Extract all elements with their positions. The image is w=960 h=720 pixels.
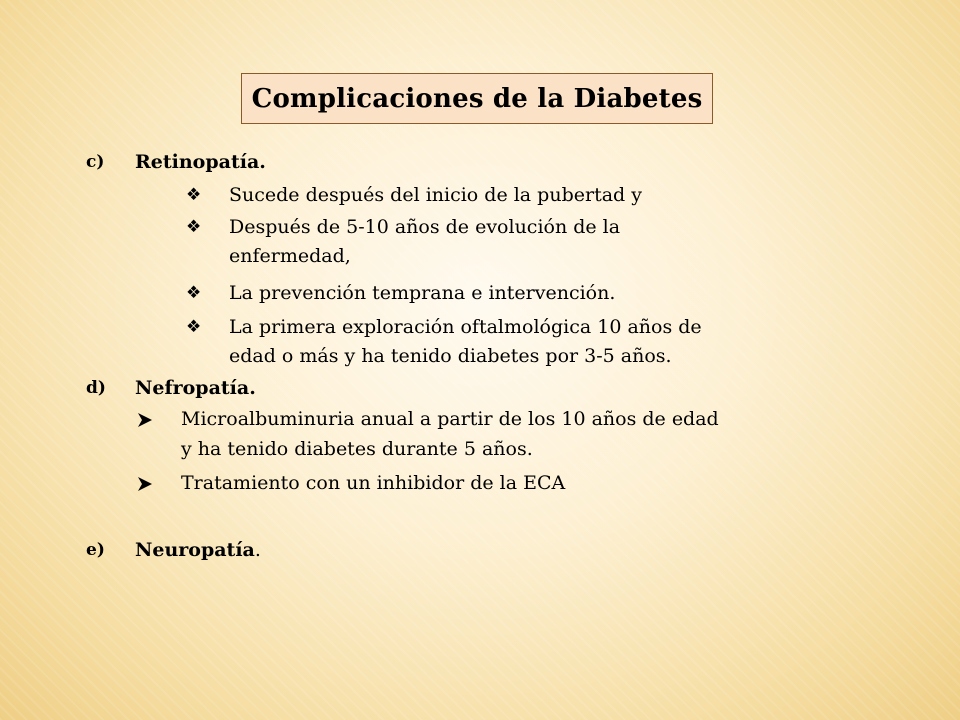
section-heading-neuropatia — [135, 538, 261, 562]
diamond-bullet-icon: ❖ — [186, 217, 202, 237]
section-heading-text: Nefropatía. — [135, 377, 256, 399]
section-label-e: e) — [86, 540, 105, 560]
list-item-continuation: y ha tenido diabetes durante 5 años. — [181, 438, 533, 460]
slide-title: Complicaciones de la Diabetes — [251, 83, 703, 114]
diamond-bullet-icon: ❖ — [186, 185, 202, 205]
section-heading-nefropatia — [135, 376, 256, 400]
diamond-bullet-icon: ❖ — [186, 283, 202, 303]
arrow-bullet-icon — [137, 412, 153, 428]
list-item-continuation: enfermedad, — [229, 245, 351, 267]
section-label-d: d) — [86, 378, 106, 398]
section-label-c: c) — [86, 152, 105, 172]
list-item: La primera exploración oftalmológica 10 años de — [229, 316, 702, 338]
list-item: Tratamiento con un inhibidor de la ECA — [181, 472, 566, 494]
list-item-continuation: edad o más y ha tenido diabetes por 3-5 años. — [229, 345, 672, 367]
diamond-bullet-icon: ❖ — [186, 317, 202, 337]
list-item: Sucede después del inicio de la pubertad y — [229, 184, 642, 206]
section-heading-suffix: . — [254, 539, 261, 561]
section-heading-retinopatia — [135, 150, 266, 174]
list-item: Después de 5-10 años de evolución de la — [229, 216, 621, 238]
arrow-bullet-icon — [137, 476, 153, 492]
list-item: Microalbuminuria anual a partir de los 10 años de edad — [181, 408, 719, 430]
list-item: La prevención temprana e intervención. — [229, 282, 616, 304]
slide-title-box — [241, 73, 713, 124]
section-heading-text: Neuropatía — [135, 539, 255, 561]
section-heading-text: Retinopatía. — [135, 151, 266, 173]
